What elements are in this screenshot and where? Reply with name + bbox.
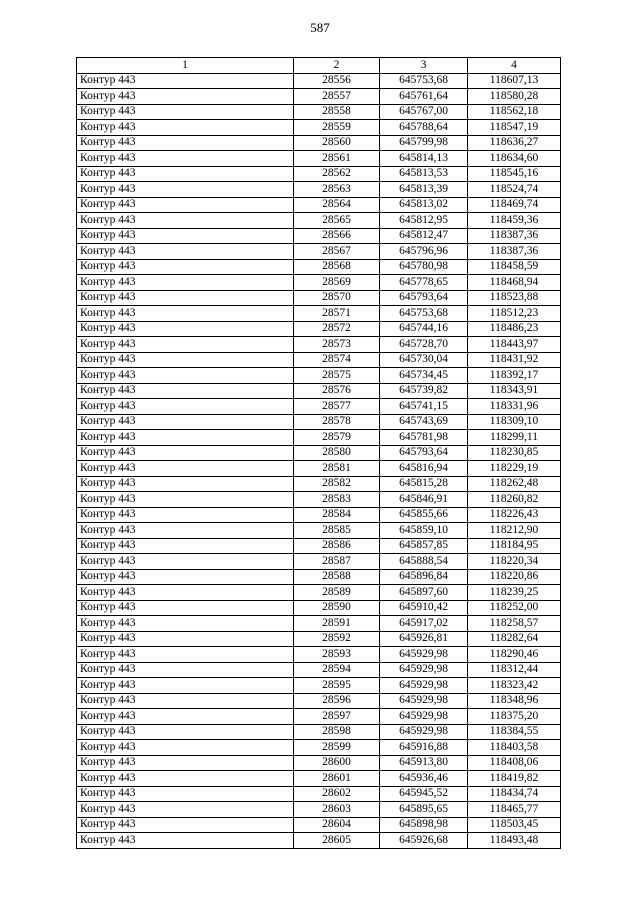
cell-contour: Контур 443 [77,244,294,260]
cell-contour: Контур 443 [77,538,294,554]
cell-point-number: 28565 [294,213,380,229]
table-row [77,306,561,322]
cell-point-number: 28574 [294,352,380,368]
cell-coord-y: 118434,74 [468,786,561,802]
cell-point-number: 28599 [294,740,380,756]
cell-contour: Контур 443 [77,802,294,818]
table-row [77,368,561,384]
table-row [77,120,561,136]
cell-contour: Контур 443 [77,786,294,802]
cell-point-number: 28560 [294,135,380,151]
cell-point-number: 28596 [294,693,380,709]
cell-point-number: 28588 [294,569,380,585]
table-row [77,244,561,260]
cell-coord-x: 645799,98 [380,135,468,151]
cell-point-number: 28577 [294,399,380,415]
cell-point-number: 28591 [294,616,380,632]
cell-contour: Контур 443 [77,647,294,663]
cell-point-number: 28593 [294,647,380,663]
cell-point-number: 28584 [294,507,380,523]
cell-contour: Контур 443 [77,135,294,151]
cell-point-number: 28592 [294,631,380,647]
coordinates-table [76,57,561,849]
cell-coord-y: 118465,77 [468,802,561,818]
cell-coord-y: 118636,27 [468,135,561,151]
cell-point-number: 28605 [294,833,380,849]
cell-coord-y: 118282,64 [468,631,561,647]
cell-coord-y: 118392,17 [468,368,561,384]
table-row [77,104,561,120]
cell-point-number: 28573 [294,337,380,353]
cell-coord-x: 645857,85 [380,538,468,554]
cell-coord-y: 118184,95 [468,538,561,554]
cell-coord-y: 118220,34 [468,554,561,570]
cell-coord-x: 645813,53 [380,166,468,182]
table-header-row [77,58,561,74]
cell-coord-x: 645929,98 [380,647,468,663]
cell-coord-y: 118230,85 [468,445,561,461]
cell-coord-x: 645929,98 [380,724,468,740]
cell-coord-x: 645917,02 [380,616,468,632]
cell-coord-x: 645781,98 [380,430,468,446]
cell-contour: Контур 443 [77,817,294,833]
table-row [77,275,561,291]
cell-point-number: 28600 [294,755,380,771]
cell-contour: Контур 443 [77,73,294,89]
table-row [77,817,561,833]
cell-point-number: 28594 [294,662,380,678]
cell-coord-x: 645913,80 [380,755,468,771]
table-row [77,414,561,430]
cell-coord-y: 118387,36 [468,228,561,244]
cell-contour: Контур 443 [77,321,294,337]
cell-contour: Контур 443 [77,414,294,430]
table-row [77,709,561,725]
table-row [77,352,561,368]
cell-coord-x: 645916,88 [380,740,468,756]
cell-contour: Контур 443 [77,461,294,477]
cell-coord-y: 118309,10 [468,414,561,430]
table-row [77,290,561,306]
cell-point-number: 28575 [294,368,380,384]
cell-contour: Контур 443 [77,507,294,523]
cell-coord-x: 645741,15 [380,399,468,415]
cell-point-number: 28578 [294,414,380,430]
cell-coord-y: 118403,58 [468,740,561,756]
cell-point-number: 28598 [294,724,380,740]
table-row [77,740,561,756]
cell-coord-x: 645730,04 [380,352,468,368]
cell-coord-x: 645929,98 [380,662,468,678]
cell-coord-x: 645778,65 [380,275,468,291]
cell-point-number: 28572 [294,321,380,337]
column-header: 4 [468,58,561,74]
cell-point-number: 28568 [294,259,380,275]
cell-coord-x: 645793,64 [380,290,468,306]
cell-coord-y: 118290,46 [468,647,561,663]
cell-coord-x: 645929,98 [380,709,468,725]
cell-point-number: 28559 [294,120,380,136]
cell-contour: Контур 443 [77,755,294,771]
table-row [77,383,561,399]
cell-point-number: 28579 [294,430,380,446]
cell-contour: Контур 443 [77,306,294,322]
cell-coord-x: 645910,42 [380,600,468,616]
table-row [77,445,561,461]
cell-coord-x: 645812,95 [380,213,468,229]
cell-coord-x: 645896,84 [380,569,468,585]
cell-coord-x: 645812,47 [380,228,468,244]
cell-contour: Контур 443 [77,368,294,384]
cell-coord-x: 645897,60 [380,585,468,601]
cell-contour: Контур 443 [77,476,294,492]
cell-coord-x: 645743,69 [380,414,468,430]
cell-contour: Контур 443 [77,399,294,415]
cell-coord-y: 118419,82 [468,771,561,787]
cell-coord-y: 118580,28 [468,89,561,105]
cell-contour: Контур 443 [77,197,294,213]
cell-contour: Контур 443 [77,430,294,446]
column-header: 2 [294,58,380,74]
cell-point-number: 28586 [294,538,380,554]
cell-point-number: 28562 [294,166,380,182]
cell-coord-y: 118323,42 [468,678,561,694]
cell-coord-x: 645898,98 [380,817,468,833]
table-row [77,523,561,539]
cell-contour: Контур 443 [77,445,294,461]
cell-contour: Контур 443 [77,616,294,632]
table-row [77,507,561,523]
cell-point-number: 28576 [294,383,380,399]
cell-point-number: 28556 [294,73,380,89]
cell-contour: Контур 443 [77,771,294,787]
cell-coord-x: 645780,98 [380,259,468,275]
cell-coord-x: 645926,81 [380,631,468,647]
cell-coord-y: 118607,13 [468,73,561,89]
cell-contour: Контур 443 [77,290,294,306]
cell-coord-y: 118512,23 [468,306,561,322]
table-row [77,647,561,663]
table-row [77,337,561,353]
table-row [77,182,561,198]
cell-point-number: 28604 [294,817,380,833]
cell-coord-x: 645728,70 [380,337,468,353]
table-row [77,678,561,694]
table-row [77,786,561,802]
cell-point-number: 28563 [294,182,380,198]
cell-coord-x: 645814,13 [380,151,468,167]
cell-contour: Контур 443 [77,554,294,570]
cell-coord-y: 118258,57 [468,616,561,632]
cell-coord-y: 118299,11 [468,430,561,446]
cell-coord-x: 645813,39 [380,182,468,198]
cell-contour: Контур 443 [77,678,294,694]
cell-contour: Контур 443 [77,523,294,539]
cell-contour: Контур 443 [77,569,294,585]
cell-point-number: 28590 [294,600,380,616]
cell-contour: Контур 443 [77,740,294,756]
cell-point-number: 28569 [294,275,380,291]
cell-coord-y: 118523,88 [468,290,561,306]
cell-point-number: 28580 [294,445,380,461]
cell-coord-y: 118387,36 [468,244,561,260]
cell-coord-x: 645929,98 [380,678,468,694]
cell-point-number: 28597 [294,709,380,725]
cell-point-number: 28595 [294,678,380,694]
cell-coord-x: 645945,52 [380,786,468,802]
cell-contour: Контур 443 [77,275,294,291]
cell-point-number: 28585 [294,523,380,539]
table-row [77,662,561,678]
cell-contour: Контур 443 [77,228,294,244]
table-row [77,554,561,570]
cell-coord-x: 645895,65 [380,802,468,818]
cell-point-number: 28564 [294,197,380,213]
cell-coord-y: 118545,16 [468,166,561,182]
cell-coord-x: 645796,96 [380,244,468,260]
table-row [77,600,561,616]
cell-point-number: 28601 [294,771,380,787]
cell-coord-x: 645816,94 [380,461,468,477]
cell-contour: Контур 443 [77,89,294,105]
cell-point-number: 28558 [294,104,380,120]
cell-coord-x: 645788,64 [380,120,468,136]
cell-coord-y: 118220,86 [468,569,561,585]
cell-contour: Контур 443 [77,383,294,399]
cell-coord-y: 118562,18 [468,104,561,120]
cell-contour: Контур 443 [77,600,294,616]
cell-coord-y: 118212,90 [468,523,561,539]
table-row [77,213,561,229]
cell-coord-y: 118524,74 [468,182,561,198]
cell-contour: Контур 443 [77,662,294,678]
cell-coord-x: 645926,68 [380,833,468,849]
cell-coord-x: 645815,28 [380,476,468,492]
cell-contour: Контур 443 [77,259,294,275]
cell-point-number: 28570 [294,290,380,306]
table-row [77,399,561,415]
table-row [77,151,561,167]
cell-point-number: 28602 [294,786,380,802]
table-row [77,616,561,632]
cell-point-number: 28567 [294,244,380,260]
table-row [77,693,561,709]
cell-coord-y: 118262,48 [468,476,561,492]
cell-point-number: 28561 [294,151,380,167]
cell-point-number: 28566 [294,228,380,244]
table-row [77,476,561,492]
cell-point-number: 28582 [294,476,380,492]
cell-coord-x: 645734,45 [380,368,468,384]
cell-coord-y: 118468,94 [468,275,561,291]
cell-point-number: 28583 [294,492,380,508]
table-row [77,166,561,182]
cell-point-number: 28589 [294,585,380,601]
cell-contour: Контур 443 [77,833,294,849]
cell-coord-y: 118343,91 [468,383,561,399]
cell-coord-x: 645936,46 [380,771,468,787]
cell-contour: Контур 443 [77,724,294,740]
cell-contour: Контур 443 [77,182,294,198]
table-row [77,135,561,151]
cell-coord-y: 118384,55 [468,724,561,740]
cell-contour: Контур 443 [77,104,294,120]
cell-coord-y: 118493,48 [468,833,561,849]
cell-coord-y: 118469,74 [468,197,561,213]
cell-contour: Контур 443 [77,166,294,182]
page-number: 587 [310,20,330,35]
cell-coord-y: 118229,19 [468,461,561,477]
cell-coord-y: 118312,44 [468,662,561,678]
cell-coord-x: 645813,02 [380,197,468,213]
table-row [77,631,561,647]
table-row [77,755,561,771]
cell-coord-x: 645888,54 [380,554,468,570]
cell-coord-x: 645929,98 [380,693,468,709]
cell-contour: Контур 443 [77,709,294,725]
table-row [77,461,561,477]
cell-point-number: 28581 [294,461,380,477]
table-row [77,833,561,849]
cell-coord-x: 645846,91 [380,492,468,508]
cell-coord-y: 118226,43 [468,507,561,523]
table-body [77,73,561,848]
cell-contour: Контур 443 [77,337,294,353]
cell-coord-x: 645855,66 [380,507,468,523]
cell-coord-y: 118503,45 [468,817,561,833]
table-row [77,492,561,508]
cell-contour: Контур 443 [77,492,294,508]
cell-contour: Контур 443 [77,213,294,229]
cell-coord-y: 118443,97 [468,337,561,353]
table-row [77,430,561,446]
cell-coord-x: 645761,64 [380,89,468,105]
cell-coord-y: 118431,92 [468,352,561,368]
cell-coord-x: 645753,68 [380,306,468,322]
column-header: 3 [380,58,468,74]
cell-coord-y: 118547,19 [468,120,561,136]
cell-coord-y: 118459,36 [468,213,561,229]
cell-contour: Контур 443 [77,631,294,647]
cell-coord-y: 118252,00 [468,600,561,616]
table-row [77,197,561,213]
table-row [77,259,561,275]
cell-coord-y: 118331,96 [468,399,561,415]
column-header: 1 [77,58,294,74]
table-row [77,228,561,244]
cell-coord-y: 118239,25 [468,585,561,601]
cell-point-number: 28603 [294,802,380,818]
cell-contour: Контур 443 [77,352,294,368]
cell-coord-y: 118260,82 [468,492,561,508]
cell-coord-y: 118408,06 [468,755,561,771]
cell-coord-x: 645859,10 [380,523,468,539]
cell-coord-y: 118375,20 [468,709,561,725]
cell-coord-y: 118634,60 [468,151,561,167]
table-row [77,538,561,554]
cell-contour: Контур 443 [77,585,294,601]
cell-contour: Контур 443 [77,120,294,136]
cell-contour: Контур 443 [77,693,294,709]
table-row [77,802,561,818]
table-row [77,321,561,337]
cell-coord-x: 645744,16 [380,321,468,337]
cell-coord-x: 645739,82 [380,383,468,399]
table-row [77,569,561,585]
cell-point-number: 28557 [294,89,380,105]
table-row [77,724,561,740]
cell-contour: Контур 443 [77,151,294,167]
cell-coord-y: 118458,59 [468,259,561,275]
cell-point-number: 28587 [294,554,380,570]
cell-coord-x: 645793,64 [380,445,468,461]
table-row [77,771,561,787]
cell-coord-x: 645753,68 [380,73,468,89]
cell-coord-y: 118348,96 [468,693,561,709]
table-row [77,89,561,105]
table-row [77,73,561,89]
cell-coord-x: 645767,00 [380,104,468,120]
table-row [77,585,561,601]
cell-point-number: 28571 [294,306,380,322]
cell-coord-y: 118486,23 [468,321,561,337]
